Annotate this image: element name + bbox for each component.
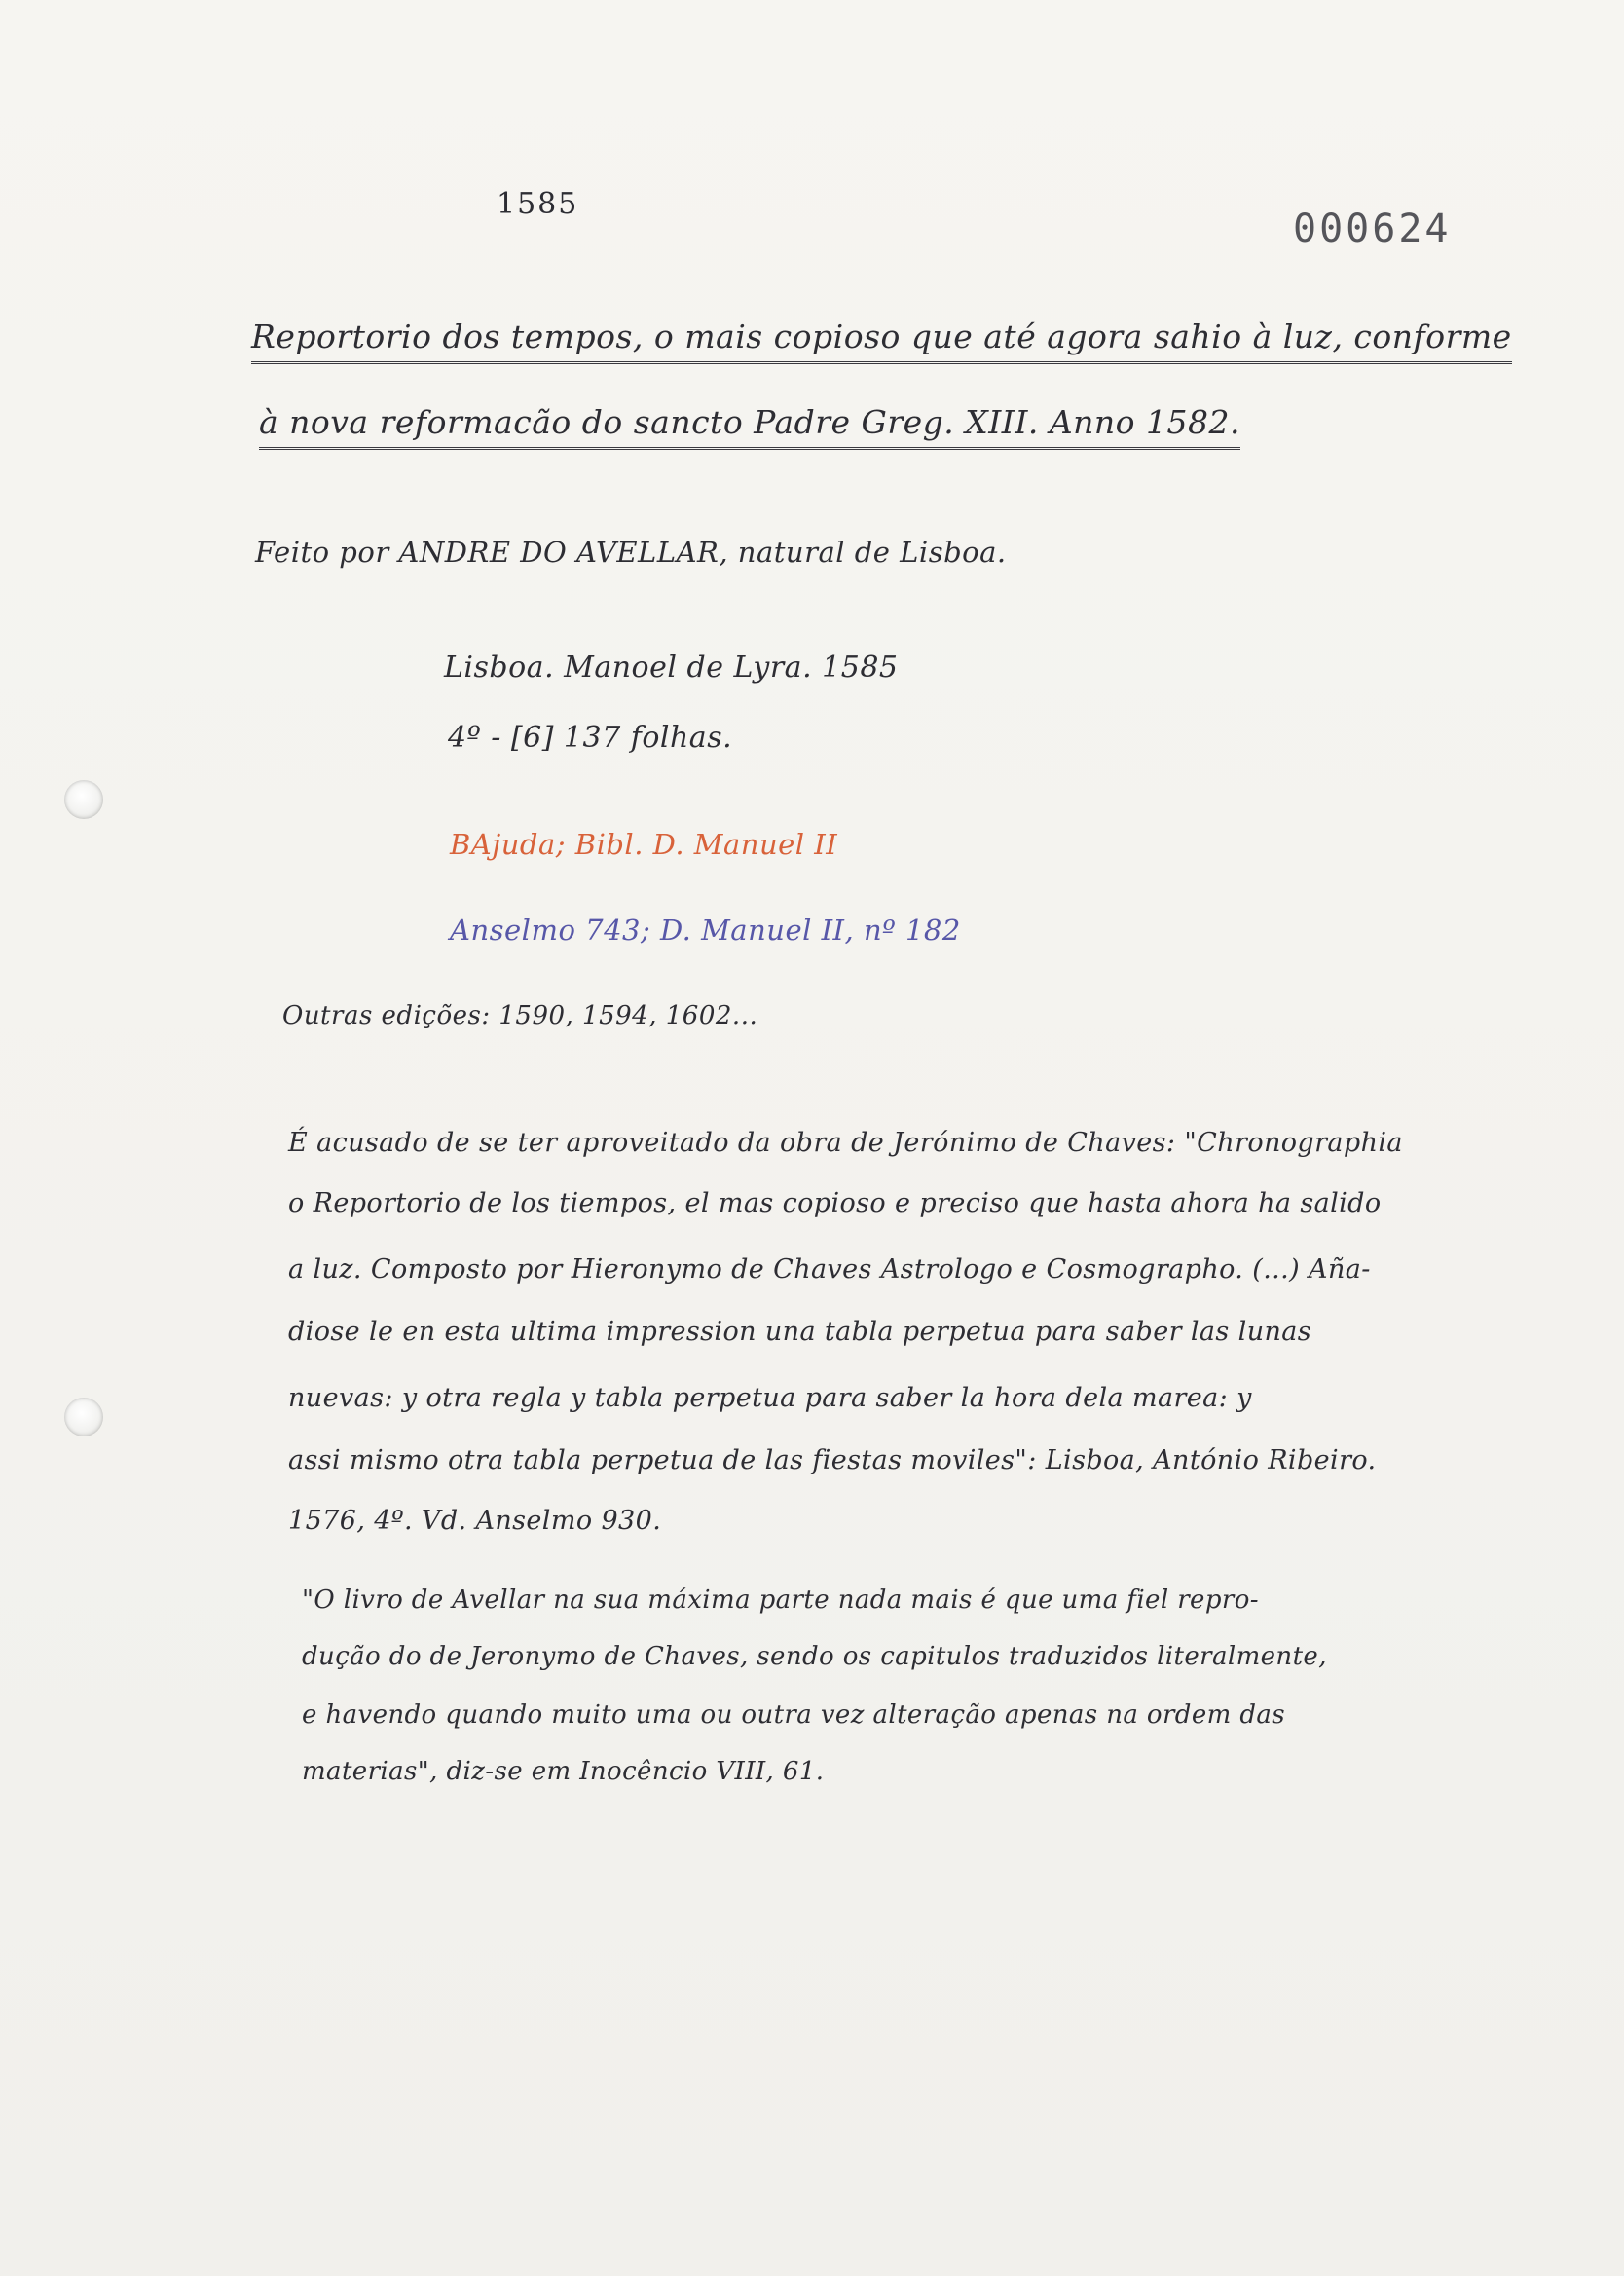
author-line: Feito por ANDRE DO AVELLAR, natural de Lisboa. <box>255 536 1007 569</box>
note-1-line-2: o Reportorio de los tiempos, el mas copioso e preciso que hasta ahora ha salido <box>288 1188 1382 1218</box>
holdings-line: BAjuda; Bibl. D. Manuel II <box>450 828 838 861</box>
punch-hole-top <box>64 780 103 819</box>
imprint-line: Lisboa. Manoel de Lyra. 1585 <box>444 651 899 685</box>
title-line-2: à nova reformacão do sancto Padre Greg. XIII. Anno 1582. <box>259 403 1240 450</box>
note-1-line-7: 1576, 4º. Vd. Anselmo 930. <box>288 1506 662 1536</box>
note-1-line-1: É acusado de se ter aproveitado da obra de Jerónimo de Chaves: "Chronographia <box>288 1128 1403 1158</box>
title-line-1: Reportorio dos tempos, o mais copioso que até agora sahio à luz, conforme <box>251 317 1512 364</box>
year-heading: 1585 <box>497 187 579 221</box>
punch-hole-bottom <box>64 1398 103 1436</box>
note-1-line-5: nuevas: y otra regla y tabla perpetua para saber la hora dela marea: y <box>288 1383 1252 1413</box>
note-1-line-3: a luz. Composto por Hieronymo de Chaves Astrologo e Cosmographo. (...) Aña- <box>288 1254 1371 1285</box>
references-line: Anselmo 743; D. Manuel II, nº 182 <box>450 914 961 947</box>
note-2-line-1: "O livro de Avellar na sua máxima parte nada mais é que uma fiel repro- <box>302 1586 1259 1615</box>
note-1-line-6: assi mismo otra tabla perpetua de las fiestas moviles": Lisboa, António Ribeiro. <box>288 1445 1377 1475</box>
note-1-line-4: diose le en esta ultima impression una tabla perpetua para saber las lunas <box>288 1317 1312 1347</box>
note-2-line-4: materias", diz-se em Inocêncio VIII, 61. <box>302 1757 825 1786</box>
collation-line: 4º - [6] 137 folhas. <box>448 721 733 755</box>
note-2-line-3: e havendo quando muito uma ou outra vez alteração apenas na ordem das <box>302 1700 1286 1730</box>
note-2-line-2: dução do de Jeronymo de Chaves, sendo os capitulos traduzidos literalmente, <box>302 1642 1327 1671</box>
other-editions-line: Outras edições: 1590, 1594, 1602... <box>282 1001 758 1030</box>
record-number-stamp: 000624 <box>1293 206 1452 251</box>
